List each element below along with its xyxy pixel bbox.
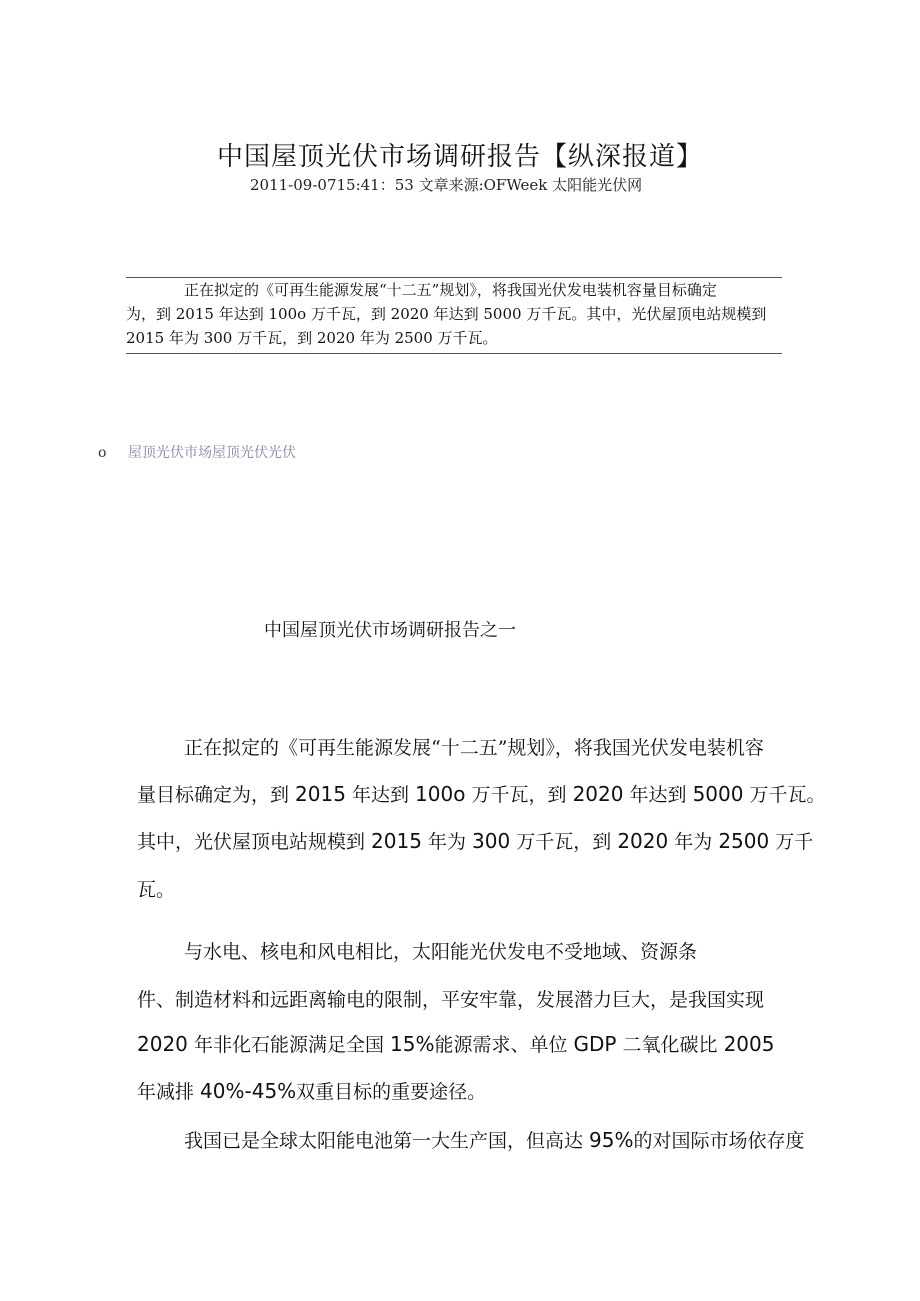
- text-span: 万千: [769, 831, 814, 853]
- number: GDP: [573, 1032, 617, 1056]
- summary-box: [126, 277, 782, 354]
- number: 2005: [723, 1032, 775, 1056]
- tag-link[interactable]: 屋顶光伏市场屋顶光伏光伏: [128, 445, 296, 461]
- text-span: 万千瓦，到: [510, 831, 618, 853]
- text-span: 万千瓦，到: [465, 784, 573, 806]
- text-span: 年达到: [623, 784, 693, 806]
- number: 2020: [617, 829, 669, 853]
- body-line: 件、制造材料和远距离输电的限制，平安牢靠，发展潜力巨大，是我国实现: [137, 989, 765, 1011]
- number: 2500: [718, 829, 770, 853]
- text-span: 年为: [421, 831, 473, 853]
- body-line: 瓦。: [137, 879, 176, 901]
- text-span: 年非化石能源满足全国: [187, 1034, 390, 1056]
- article-meta: 2011-09-0715:41：53 文章来源:OFWeek 太阳能光伏网: [250, 176, 643, 194]
- number: 300: [472, 829, 511, 853]
- body-line: [184, 1126, 805, 1153]
- number: 2015: [295, 782, 346, 806]
- text-span: 二氧化碳比: [616, 1034, 724, 1056]
- text-span: 能源需求、单位: [434, 1034, 574, 1056]
- article-title: 中国屋顶光伏市场调研报告【纵深报道】: [216, 142, 703, 172]
- number: 15%: [390, 1032, 435, 1056]
- text-span: 年为: [668, 831, 719, 853]
- text-span: 我国已是全球太阳能电池第一大生产国，但高达: [184, 1130, 590, 1152]
- summary-line: 为，到 2015 年达到 100o 万千瓦，到 2020 年达到 5000 万千瓦。其中，光伏屋顶电站规模到: [126, 305, 767, 323]
- number: 95%: [589, 1128, 634, 1152]
- text-span: 的对国际市场依存度: [633, 1130, 805, 1152]
- text-span: 年达到: [345, 784, 416, 806]
- body-line: [137, 780, 826, 807]
- tag-list-item: [98, 442, 296, 462]
- number: 100o: [415, 782, 466, 806]
- text-span: 双重目标的重要途径。: [296, 1081, 487, 1103]
- body-line: 正在拟定的《可再生能源发展“十二五”规划》，将我国光伏发电装机容: [184, 737, 764, 759]
- number: 2020: [572, 782, 624, 806]
- section-subtitle: 中国屋顶光伏市场调研报告之一: [264, 620, 516, 641]
- summary-line: 2015 年为 300 万千瓦，到 2020 年为 2500 万千瓦。: [126, 329, 498, 347]
- body-line: [137, 1030, 774, 1057]
- summary-line: 正在拟定的《可再生能源发展“十二五”规划》，将我国光伏发电装机容量目标确定: [184, 281, 717, 299]
- text-span: 万千瓦。: [743, 784, 826, 806]
- number: 40%-45%: [200, 1079, 297, 1103]
- number: 2015: [371, 829, 422, 853]
- body-line: [137, 1077, 486, 1104]
- body-line: 与水电、核电和风电相比，太阳能光伏发电不受地域、资源条: [184, 941, 698, 963]
- body-line: [137, 827, 813, 854]
- text-span: 年减排: [137, 1081, 201, 1103]
- bullet-marker: o: [98, 445, 107, 461]
- number: 2020: [137, 1032, 188, 1056]
- number: 5000: [692, 782, 744, 806]
- text-span: 量目标确定为，到: [137, 784, 296, 806]
- text-span: 其中，光伏屋顶电站规模到: [137, 831, 372, 853]
